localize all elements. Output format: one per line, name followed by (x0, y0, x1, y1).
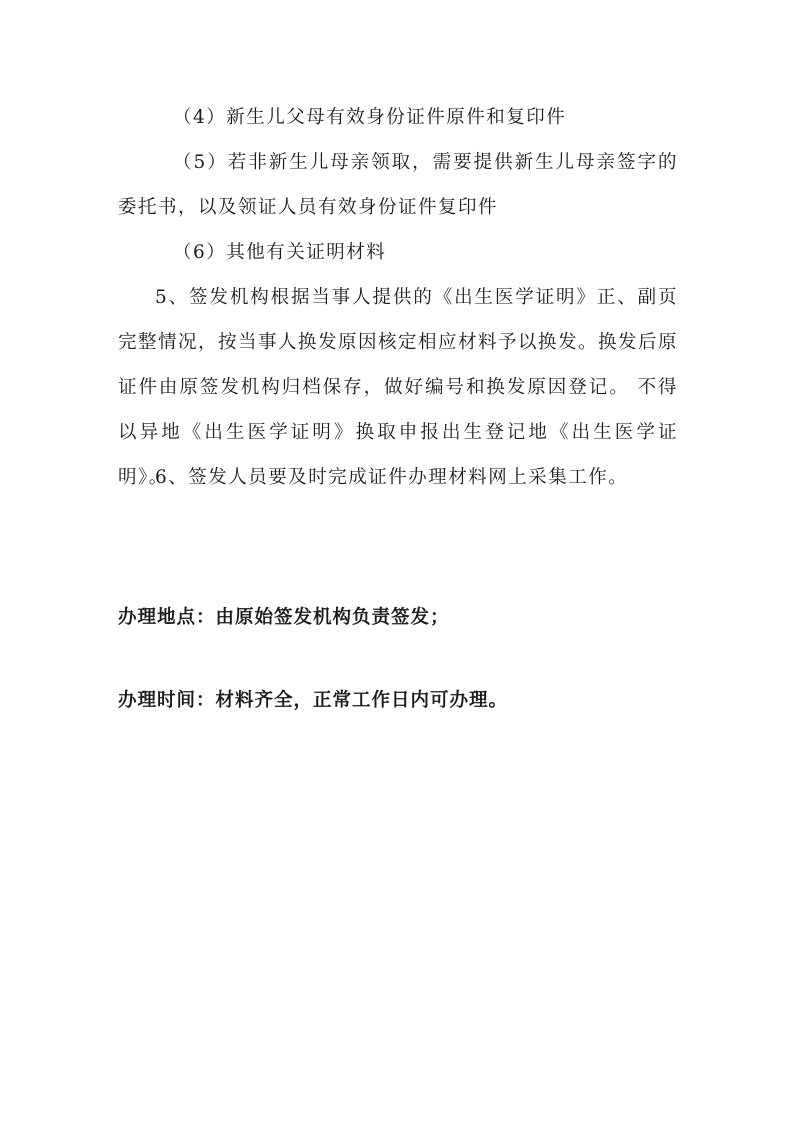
requirement-item-4: （4）新生儿父母有效身份证件原件和复印件 (173, 107, 567, 128)
requirement-item-6: （6）其他有关证明材料 (173, 242, 387, 263)
requirement-item-5: （5）若非新生儿母亲领取，需要提供新生儿母亲签字的委托书，以及领证人员有效身份证件复印件 (118, 152, 678, 218)
paragraph-6: 6、签发人员要及时完成证件办理材料网上采集工作。 (155, 467, 629, 488)
handling-time: 办理时间：材料齐全，正常工作日内可办理。 (118, 690, 509, 711)
handling-location: 办理地点：由原始签发机构负责签发； (118, 607, 450, 628)
paragraph-5: 5、签发机构根据当事人提供的《出生医学证明》正、副页完整情况，按当事人换发原因核定相应材料予以换发。换发后原证件由原签发机构归档保存，做好编号和换发原因登记。 不得以异地《出生医学证明》换取申报出生登记地《出生医学证明》。 (118, 287, 679, 488)
